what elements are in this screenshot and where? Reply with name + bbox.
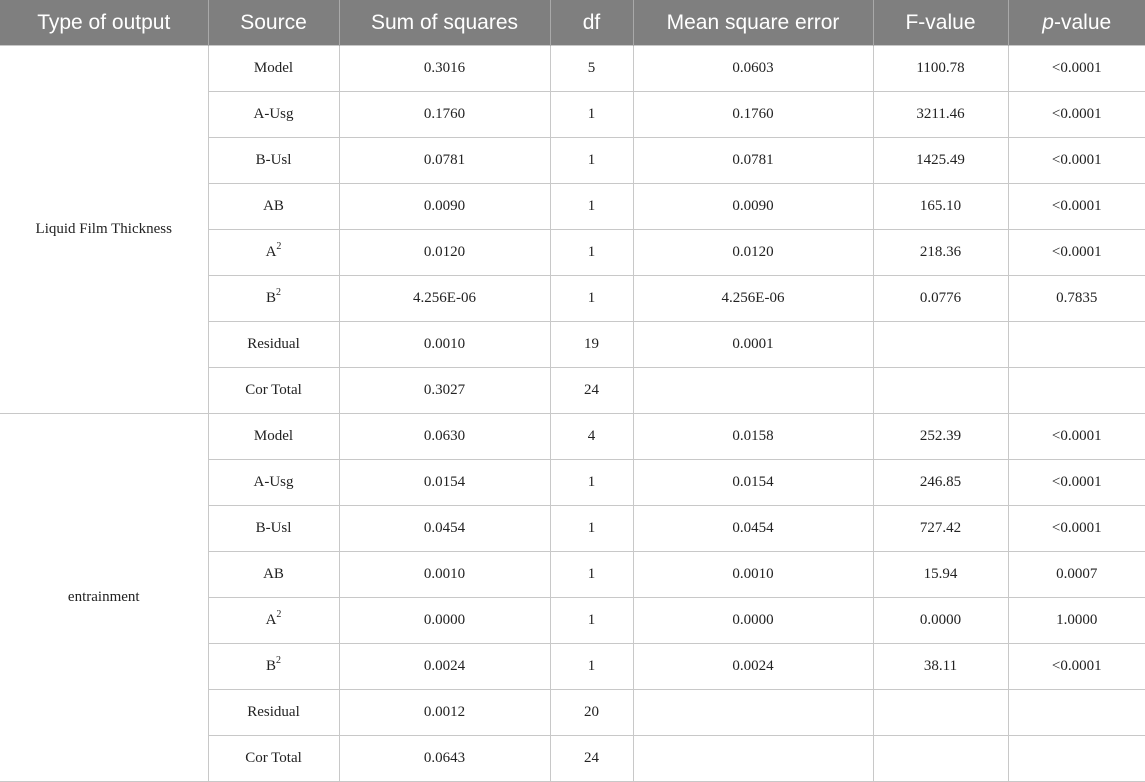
sum-of-squares-cell: 0.0090 [339, 184, 550, 230]
df-cell: 1 [550, 460, 633, 506]
table-row [0, 414, 1145, 460]
p-value-cell: <0.0001 [1008, 460, 1145, 506]
source-cell [208, 506, 339, 552]
df-cell: 1 [550, 184, 633, 230]
source-label: Residual [247, 336, 300, 352]
mean-square-error-cell: 0.0090 [633, 184, 873, 230]
f-value-cell: 252.39 [873, 414, 1008, 460]
mean-square-error-cell [633, 690, 873, 736]
header-source: Source [208, 0, 339, 46]
sum-of-squares-cell: 0.0643 [339, 736, 550, 782]
sum-of-squares-cell: 0.0012 [339, 690, 550, 736]
f-value-cell: 38.11 [873, 644, 1008, 690]
f-value-cell: 218.36 [873, 230, 1008, 276]
mean-square-error-cell: 0.0024 [633, 644, 873, 690]
df-cell: 4 [550, 414, 633, 460]
header-type-of-output: Type of output [0, 0, 208, 46]
p-value-cell: 1.0000 [1008, 598, 1145, 644]
sum-of-squares-cell: 0.0630 [339, 414, 550, 460]
source-label: Residual [247, 704, 300, 720]
source-cell [208, 368, 339, 414]
sum-of-squares-cell: 0.0000 [339, 598, 550, 644]
source-label: B-Usl [255, 152, 292, 168]
sum-of-squares-cell: 0.0781 [339, 138, 550, 184]
source-label: Cor Total [245, 382, 302, 398]
f-value-cell: 0.0776 [873, 276, 1008, 322]
p-value-cell: <0.0001 [1008, 184, 1145, 230]
mean-square-error-cell: 0.0154 [633, 460, 873, 506]
df-cell: 1 [550, 92, 633, 138]
f-value-cell: 15.94 [873, 552, 1008, 598]
source-label: B-Usl [255, 520, 292, 536]
p-value-cell: <0.0001 [1008, 414, 1145, 460]
sum-of-squares-cell: 0.0120 [339, 230, 550, 276]
df-cell: 1 [550, 138, 633, 184]
p-value-cell: <0.0001 [1008, 138, 1145, 184]
f-value-cell [873, 736, 1008, 782]
source-label: A-Usg [253, 106, 294, 122]
f-value-cell [873, 322, 1008, 368]
header-f-value: F-value [873, 0, 1008, 46]
source-superscript: 2 [276, 609, 282, 620]
source-label: Model [253, 428, 294, 444]
p-value-cell [1008, 322, 1145, 368]
f-value-cell: 1425.49 [873, 138, 1008, 184]
source-cell [208, 276, 339, 322]
df-cell: 24 [550, 736, 633, 782]
header-sum-of-squares: Sum of squares [339, 0, 550, 46]
f-value-cell: 727.42 [873, 506, 1008, 552]
p-value-cell [1008, 368, 1145, 414]
f-value-cell: 3211.46 [873, 92, 1008, 138]
df-cell: 5 [550, 46, 633, 92]
sum-of-squares-cell: 0.1760 [339, 92, 550, 138]
source-cell [208, 460, 339, 506]
source-cell [208, 736, 339, 782]
table-row [0, 46, 1145, 92]
mean-square-error-cell: 0.0158 [633, 414, 873, 460]
sum-of-squares-cell: 0.0154 [339, 460, 550, 506]
source-superscript: 2 [276, 655, 281, 666]
source-cell [208, 92, 339, 138]
source-label: B [265, 658, 276, 674]
p-value-cell: <0.0001 [1008, 46, 1145, 92]
header-row [0, 0, 1145, 46]
header-mean-square-error: Mean square error [633, 0, 873, 46]
source-cell [208, 230, 339, 276]
table-body [0, 46, 1145, 782]
source-label: Cor Total [245, 750, 302, 766]
source-cell [208, 138, 339, 184]
header-df: df [550, 0, 633, 46]
p-value-cell: <0.0001 [1008, 92, 1145, 138]
f-value-cell: 0.0000 [873, 598, 1008, 644]
type-of-output-cell: entrainment [0, 414, 208, 782]
source-label: B [265, 290, 276, 306]
f-value-cell: 165.10 [873, 184, 1008, 230]
df-cell: 1 [550, 230, 633, 276]
source-cell [208, 598, 339, 644]
sum-of-squares-cell: 0.3016 [339, 46, 550, 92]
p-value-cell: <0.0001 [1008, 506, 1145, 552]
mean-square-error-cell: 4.256E-06 [633, 276, 873, 322]
source-cell [208, 414, 339, 460]
source-label: A [265, 244, 277, 260]
mean-square-error-cell: 0.0000 [633, 598, 873, 644]
df-cell: 1 [550, 276, 633, 322]
mean-square-error-cell: 0.0001 [633, 322, 873, 368]
source-superscript: 2 [276, 241, 282, 252]
source-cell [208, 184, 339, 230]
p-value-cell [1008, 736, 1145, 782]
type-of-output-cell: Liquid Film Thickness [0, 46, 208, 414]
mean-square-error-cell: 0.0010 [633, 552, 873, 598]
mean-square-error-cell: 0.0781 [633, 138, 873, 184]
source-label: AB [263, 198, 284, 214]
f-value-cell: 1100.78 [873, 46, 1008, 92]
df-cell: 20 [550, 690, 633, 736]
mean-square-error-cell [633, 368, 873, 414]
sum-of-squares-cell: 0.0010 [339, 552, 550, 598]
source-superscript: 2 [276, 287, 281, 298]
p-value-cell [1008, 690, 1145, 736]
df-cell: 1 [550, 644, 633, 690]
source-cell [208, 552, 339, 598]
df-cell: 1 [550, 506, 633, 552]
f-value-cell [873, 368, 1008, 414]
header-p-value-rest: -value [1053, 10, 1112, 34]
header-p-value-italic: p [1042, 10, 1054, 34]
source-label: AB [263, 566, 284, 582]
df-cell: 1 [550, 552, 633, 598]
mean-square-error-cell: 0.0120 [633, 230, 873, 276]
p-value-cell: <0.0001 [1008, 644, 1145, 690]
sum-of-squares-cell: 0.0010 [339, 322, 550, 368]
source-cell [208, 46, 339, 92]
header-p-value [1008, 0, 1145, 46]
sum-of-squares-cell: 0.0024 [339, 644, 550, 690]
mean-square-error-cell: 0.1760 [633, 92, 873, 138]
df-cell: 19 [550, 322, 633, 368]
source-label: A-Usg [253, 474, 294, 490]
source-cell [208, 644, 339, 690]
mean-square-error-cell [633, 736, 873, 782]
sum-of-squares-cell: 4.256E-06 [339, 276, 550, 322]
p-value-cell: 0.7835 [1008, 276, 1145, 322]
source-label: Model [253, 60, 294, 76]
sum-of-squares-cell: 0.3027 [339, 368, 550, 414]
source-cell [208, 690, 339, 736]
f-value-cell [873, 690, 1008, 736]
df-cell: 1 [550, 598, 633, 644]
mean-square-error-cell: 0.0454 [633, 506, 873, 552]
p-value-cell: 0.0007 [1008, 552, 1145, 598]
source-label: A [265, 612, 277, 628]
df-cell: 24 [550, 368, 633, 414]
p-value-cell: <0.0001 [1008, 230, 1145, 276]
source-cell [208, 322, 339, 368]
sum-of-squares-cell: 0.0454 [339, 506, 550, 552]
f-value-cell: 246.85 [873, 460, 1008, 506]
mean-square-error-cell: 0.0603 [633, 46, 873, 92]
